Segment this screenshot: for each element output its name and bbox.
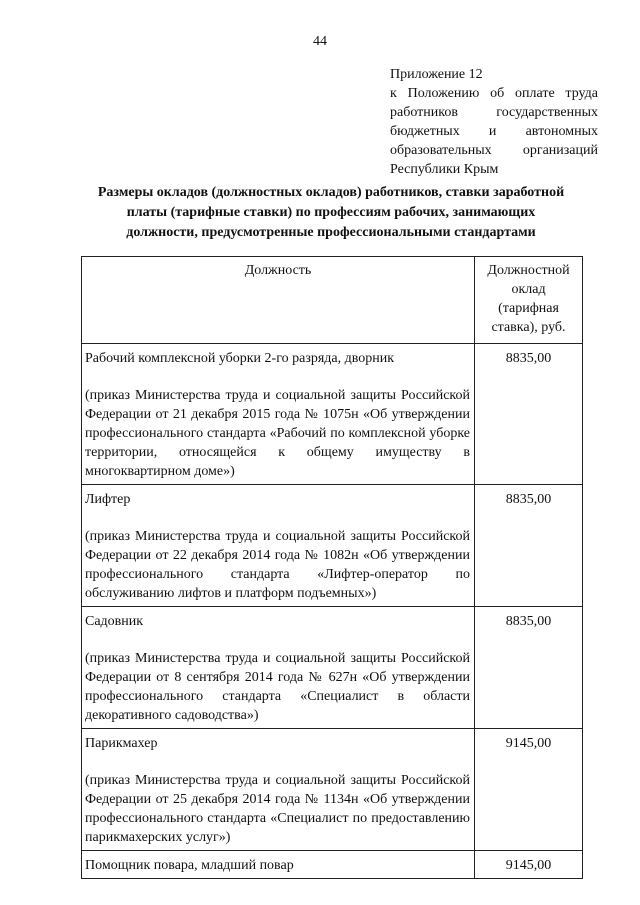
order-reference: (приказ Министерства труда и социальной защиты Российской Федерации от 22 декабря 2014 года № 1082н «Об утверждении профессионального стандарта «Лифтер-оператор по обслуживанию лифтов и платформ подъемных») [85, 529, 470, 601]
table-header-row [82, 257, 583, 344]
position-cell [82, 851, 475, 879]
order-reference: (приказ Министерства труда и социальной защиты Российской Федерации от 8 сентября 2014 года № 627н «Об утверждении профессионального стандарта «Специалист в области декоративного садоводства») [85, 651, 470, 723]
position-name: Садовник [85, 614, 144, 629]
position-cell [82, 485, 475, 607]
position-cell [82, 344, 475, 485]
appendix-line: к Положению об оплате труда [390, 86, 598, 101]
table-row [82, 851, 583, 879]
salary-value: 8835,00 [475, 344, 583, 485]
salary-value: 8835,00 [475, 607, 583, 729]
title-line: платы (тарифные ставки) по профессиям рабочих, занимающих [126, 205, 536, 220]
appendix-reference [390, 65, 598, 179]
table-row [82, 607, 583, 729]
position-name: Рабочий комплексной уборки 2-го разряда, дворник [85, 351, 395, 366]
salary-table [81, 256, 583, 879]
page-number: 44 [313, 34, 327, 49]
order-reference: (приказ Министерства труда и социальной защиты Российской Федерации от 21 декабря 2015 года № 1075н «Об утверждении профессионального стандарта «Рабочий по комплексной уборке территории, относящейся к общему имуществу в многоквартирном доме») [85, 388, 470, 479]
header-salary: Должностной оклад (тарифная ставка), руб. [475, 257, 583, 344]
table-row [82, 485, 583, 607]
salary-value: 9145,00 [475, 729, 583, 851]
position-cell [82, 607, 475, 729]
position-cell [82, 729, 475, 851]
appendix-line: Республики Крым [390, 162, 499, 177]
position-name: Парикмахер [85, 736, 158, 751]
position-name: Лифтер [85, 492, 131, 507]
position-name: Помощник повара, младший повар [85, 858, 294, 873]
order-reference: (приказ Министерства труда и социальной защиты Российской Федерации от 25 декабря 2014 года № 1134н «Об утверждении профессионального стандарта «Специалист по предоставлению парикмахерских услуг») [85, 773, 470, 845]
appendix-line: бюджетных и автономных [390, 124, 598, 139]
salary-value: 9145,00 [475, 851, 583, 879]
salary-value: 8835,00 [475, 485, 583, 607]
table-row [82, 729, 583, 851]
header-position: Должность [82, 257, 475, 344]
table-row [82, 344, 583, 485]
document-title [72, 183, 590, 243]
appendix-line: образовательных организаций [390, 143, 598, 158]
appendix-line: работников государственных [390, 105, 598, 120]
appendix-line: Приложение 12 [390, 67, 483, 82]
title-line: должности, предусмотренные профессиональными стандартами [126, 225, 536, 240]
title-line: Размеры окладов (должностных окладов) работников, ставки заработной [97, 185, 565, 200]
